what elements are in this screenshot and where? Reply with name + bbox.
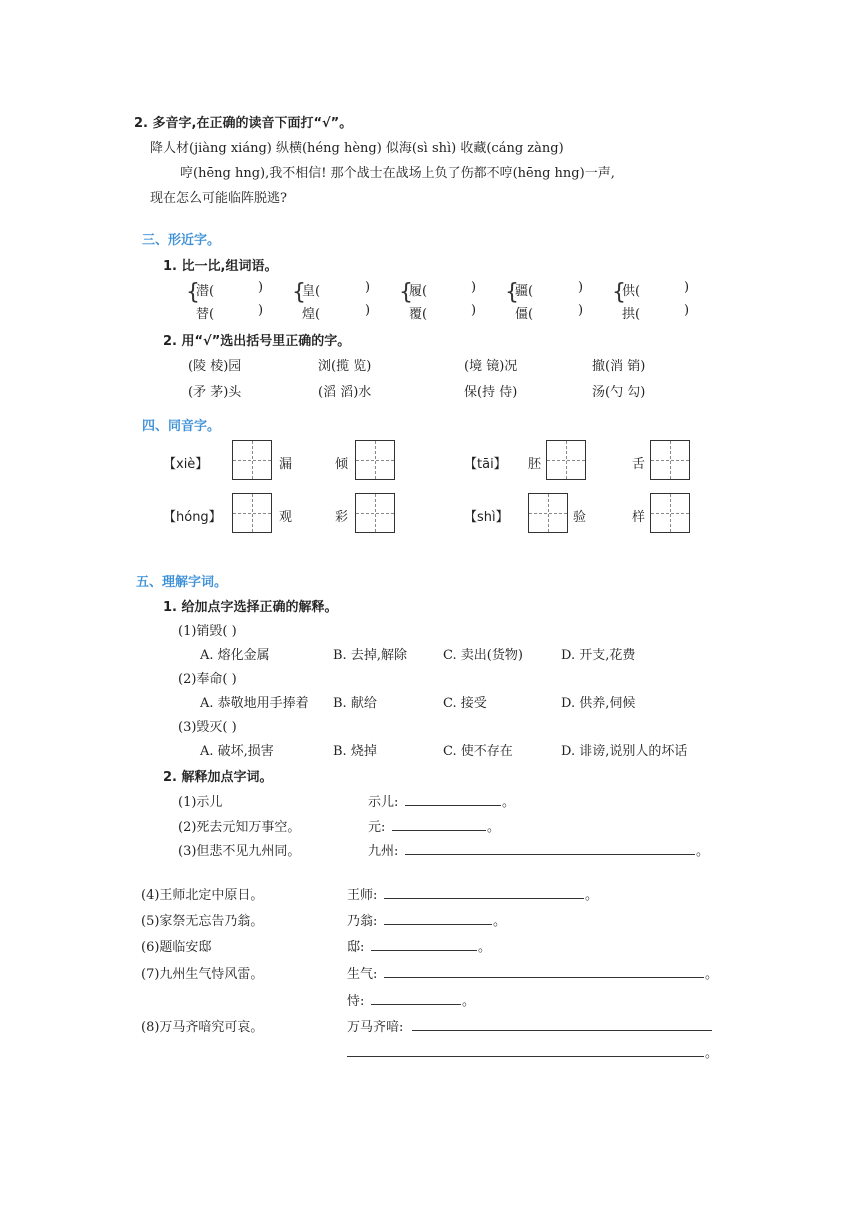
- choice-item: 保(持 侍): [464, 385, 518, 400]
- answer-blank[interactable]: [347, 1056, 704, 1057]
- homophone-word: 漏: [279, 457, 293, 472]
- pair-top: 供(: [622, 284, 641, 299]
- section-title-3: 三、形近字。: [142, 233, 221, 248]
- pair-close: ): [365, 303, 371, 318]
- explain-question: (1)示儿: [178, 795, 223, 810]
- period: 。: [502, 795, 516, 810]
- pinyin-label: 【shì】: [464, 510, 509, 525]
- sec3-q1-title: 1. 比一比,组词语。: [163, 259, 278, 274]
- period: 。: [696, 844, 710, 859]
- writing-box[interactable]: [546, 440, 586, 480]
- explain-question: (5)家祭无忘告乃翁。: [141, 914, 264, 929]
- period: 。: [487, 820, 501, 835]
- writing-box[interactable]: [650, 440, 690, 480]
- homophone-word: 样: [632, 510, 646, 525]
- explain-answer-label: 元:: [368, 820, 386, 835]
- section-title-5: 五、理解字词。: [136, 575, 228, 590]
- pair-close: ): [471, 303, 477, 318]
- answer-blank[interactable]: [384, 977, 704, 978]
- explain-answer-label: 乃翁:: [347, 914, 378, 929]
- homophone-word: 彩: [335, 510, 349, 525]
- choice-item: (滔 滔)水: [318, 385, 372, 400]
- pair-close: ): [471, 280, 477, 295]
- answer-blank[interactable]: [371, 1004, 461, 1005]
- mc-option: A. 恭敬地用手捧着: [200, 696, 309, 711]
- homophone-word: 验: [573, 510, 587, 525]
- writing-box[interactable]: [355, 440, 395, 480]
- explain-question: (4)王师北定中原日。: [141, 888, 264, 903]
- period: 。: [705, 967, 719, 982]
- answer-blank[interactable]: [392, 830, 486, 831]
- pair-top: 疆(: [515, 284, 534, 299]
- explain-question: (8)万马齐喑究可哀。: [141, 1020, 264, 1035]
- period: 。: [462, 994, 476, 1009]
- pair-bottom: 煌(: [302, 307, 321, 322]
- mc-option: B. 去掉,解除: [333, 648, 407, 663]
- pair-bottom: 替(: [196, 307, 215, 322]
- choice-item: 浏(揽 览): [318, 359, 372, 374]
- mc-label: (1)销毁( ): [178, 624, 237, 639]
- sec3-q2-title: 2. 用“√”选出括号里正确的字。: [163, 334, 351, 349]
- brace-icon: {: [292, 280, 306, 305]
- explain-question: (3)但悲不见九州同。: [178, 844, 301, 859]
- q2-title: 2. 多音字,在正确的读音下面打“√”。: [134, 116, 353, 131]
- answer-blank[interactable]: [384, 924, 492, 925]
- homophone-word: 胚: [528, 457, 542, 472]
- answer-blank[interactable]: [371, 950, 477, 951]
- mc-option: B. 烧掉: [333, 744, 377, 759]
- pair-close: ): [258, 280, 264, 295]
- explain-answer-label: 生气:: [347, 967, 378, 982]
- homophone-word: 舌: [632, 457, 646, 472]
- mc-label: (2)奉命( ): [178, 672, 237, 687]
- q2-line3: 现在怎么可能临阵脱逃?: [150, 191, 287, 206]
- choice-item: (矛 茅)头: [188, 385, 242, 400]
- mc-option: B. 献给: [333, 696, 377, 711]
- mc-option: C. 接受: [443, 696, 487, 711]
- writing-box[interactable]: [232, 493, 272, 533]
- answer-blank[interactable]: [412, 1030, 712, 1031]
- answer-blank[interactable]: [384, 898, 584, 899]
- pair-close: ): [578, 280, 584, 295]
- period: 。: [585, 888, 599, 903]
- q2-line2: 哼(hēng hng),我不相信! 那个战士在战场上负了伤都不哼(hēng hng)一声,: [180, 166, 615, 181]
- mc-option: D. 供养,伺候: [561, 696, 636, 711]
- explain-question: (6)题临安邸: [141, 940, 212, 955]
- answer-blank[interactable]: [405, 854, 695, 855]
- mc-option: C. 卖出(货物): [443, 648, 523, 663]
- pinyin-label: 【xiè】: [163, 457, 209, 472]
- choice-item: (陵 棱)园: [188, 359, 242, 374]
- period: 。: [478, 940, 492, 955]
- pair-top: 皇(: [302, 284, 321, 299]
- explain-question: (2)死去元知万事空。: [178, 820, 301, 835]
- mc-option: A. 熔化金属: [200, 648, 270, 663]
- mc-option: D. 开支,花费: [561, 648, 636, 663]
- writing-box[interactable]: [355, 493, 395, 533]
- homophone-word: 倾: [335, 457, 349, 472]
- choice-item: 汤(勺 勾): [592, 385, 646, 400]
- explain-question: (7)九州生气恃风雷。: [141, 967, 264, 982]
- mc-label: (3)毁灭( ): [178, 720, 237, 735]
- sec5-q2-title: 2. 解释加点字词。: [163, 770, 273, 785]
- writing-box[interactable]: [232, 440, 272, 480]
- pair-close: ): [684, 303, 690, 318]
- pair-close: ): [365, 280, 371, 295]
- explain-answer-label: 王师:: [347, 888, 378, 903]
- explain-answer-label: 万马齐喑:: [347, 1020, 404, 1035]
- explain-answer-label: 邸:: [347, 940, 365, 955]
- pair-close: ): [578, 303, 584, 318]
- pair-top: 潜(: [196, 284, 215, 299]
- brace-icon: {: [612, 280, 626, 305]
- period: 。: [493, 914, 507, 929]
- writing-box[interactable]: [650, 493, 690, 533]
- pinyin-label: 【tāi】: [464, 457, 507, 472]
- pair-top: 履(: [409, 284, 428, 299]
- mc-option: D. 诽谤,说别人的坏话: [561, 744, 688, 759]
- pair-close: ): [258, 303, 264, 318]
- explain-answer-label: 九州:: [368, 844, 399, 859]
- period: 。: [705, 1046, 719, 1061]
- writing-box[interactable]: [528, 493, 568, 533]
- homophone-word: 观: [279, 510, 293, 525]
- mc-option: C. 使不存在: [443, 744, 513, 759]
- pair-bottom: 拱(: [622, 307, 641, 322]
- q2-line1: 降人材(jiàng xiáng) 纵横(héng hèng) 似海(sì shì) 收藏(cáng zàng): [150, 141, 564, 156]
- choice-item: (境 镜)况: [464, 359, 518, 374]
- brace-icon: {: [186, 280, 200, 305]
- explain-answer-label: 示儿:: [368, 795, 399, 810]
- mc-option: A. 破坏,损害: [200, 744, 274, 759]
- brace-icon: {: [505, 280, 519, 305]
- section-title-4: 四、同音字。: [142, 419, 221, 434]
- pair-bottom: 覆(: [409, 307, 428, 322]
- sec5-q1-title: 1. 给加点字选择正确的解释。: [163, 600, 338, 615]
- pair-bottom: 僵(: [515, 307, 534, 322]
- brace-icon: {: [399, 280, 413, 305]
- answer-blank[interactable]: [405, 805, 501, 806]
- choice-item: 撤(消 销): [592, 359, 646, 374]
- pinyin-label: 【hóng】: [163, 510, 222, 525]
- explain-answer-label: 恃:: [347, 994, 365, 1009]
- pair-close: ): [684, 280, 690, 295]
